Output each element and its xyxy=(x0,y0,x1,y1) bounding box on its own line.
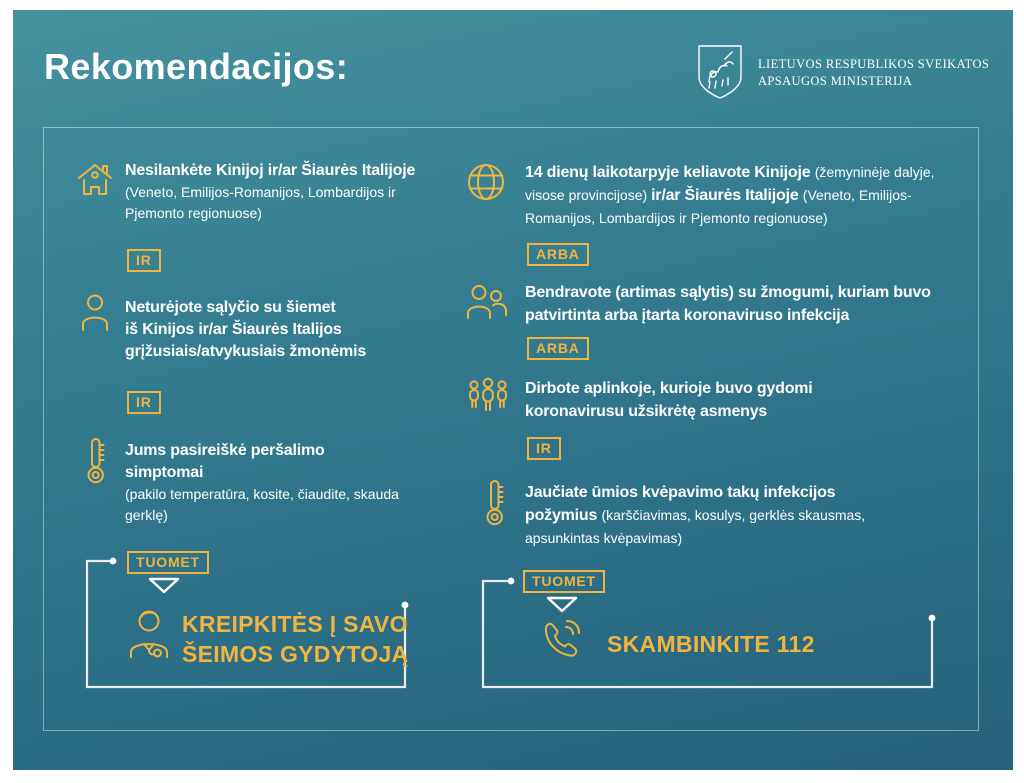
item-text-bold: ir/ar Šiaurės Italijoje xyxy=(651,187,803,204)
item-text-note: (karščiavimas, kosulys, gerklės skausmas, apsunkintas kvėpavimas) xyxy=(525,507,866,546)
globe-icon xyxy=(466,162,506,202)
item-line1: Neturėjote sąlyčio su šiemet xyxy=(125,299,336,316)
thermometer-icon xyxy=(484,479,508,527)
item-text-bold: Jaučiate ūmios kvėpavimo takų infekcijos požymius xyxy=(525,484,836,524)
cta-call-112: SKAMBINKITE 112 xyxy=(607,631,815,657)
connector-label-arba: ARBA xyxy=(527,337,589,360)
arrow-down-icon xyxy=(545,596,579,614)
doctor-icon xyxy=(127,605,171,659)
recommendation-item-respiratory-infection xyxy=(525,481,910,550)
recommendation-item-worked-near-patients: Dirbote aplinkoje, kurioje buvo gydomi koronavirusu užsikrėtę asmenys xyxy=(525,380,813,420)
item-note: (pakilo temperatūra, kosite, čiaudite, skauda gerklę) xyxy=(125,486,399,523)
item-text-note: (Veneto, Emilijos-Romanijos, Lombardijos ir Pjemonto regionuose) xyxy=(525,187,912,226)
ministry-name-line2: APSAUGOS MINISTERIJA xyxy=(758,74,913,88)
connector-label-arba: ARBA xyxy=(527,243,589,266)
recommendation-item-no-contact xyxy=(125,297,366,363)
item-text-note: (žemyninėje dalyje, visose provincijose) xyxy=(525,164,935,203)
people-pair-icon xyxy=(466,283,508,319)
connector-label-tuomet: TUOMET xyxy=(127,551,209,574)
person-icon xyxy=(79,293,111,331)
ministry-name-line1: LIETUVOS RESPUBLIKOS SVEIKATOS xyxy=(758,57,990,71)
item-line2: iš Kinijos ir/ar Šiaurės Italijos xyxy=(125,321,342,338)
recommendation-item-travelled xyxy=(525,161,965,230)
people-group-icon xyxy=(465,377,511,417)
phone-icon xyxy=(539,617,583,661)
ministry-name xyxy=(758,56,989,90)
item-heading: Nesilankėte Kinijoj ir/ar Šiaurės Italijoje xyxy=(125,162,416,179)
coat-of-arms-icon xyxy=(696,44,744,100)
item-heading: Jums pasireiškė peršalimo simptomai xyxy=(125,442,325,481)
cta-line2: ŠEIMOS GYDYTOJĄ xyxy=(182,641,409,667)
thermometer-icon xyxy=(85,437,109,485)
page-title: Rekomendacijos: xyxy=(44,46,349,87)
item-text-bold: 14 dienų laikotarpyje keliavote Kinijoje xyxy=(525,164,815,181)
house-icon xyxy=(76,162,114,198)
cta-line1: KREIPKITĖS Į SAVO xyxy=(182,611,408,637)
arrow-down-icon xyxy=(147,577,181,595)
recommendation-item-close-contact: Bendravote (artimas sąlytis) su žmogumi, kuriam buvo patvirtinta arba įtarta koronaviruso infekcija xyxy=(525,284,931,324)
connector-label-ir: IR xyxy=(127,249,161,272)
cta-see-family-doctor xyxy=(182,609,408,669)
connector-label-ir: IR xyxy=(127,391,161,414)
connector-label-ir: IR xyxy=(527,437,561,460)
connector-label-tuomet: TUOMET xyxy=(523,570,605,593)
recommendation-item-cold-symptoms xyxy=(125,440,415,526)
item-note: (Veneto, Emilijos-Romanijos, Lombardijos ir Pjemonto regionuose) xyxy=(125,184,396,221)
recommendation-item-no-china-visit xyxy=(125,160,517,224)
item-line3: grįžusiais/atvykusiais žmonėmis xyxy=(125,343,367,360)
